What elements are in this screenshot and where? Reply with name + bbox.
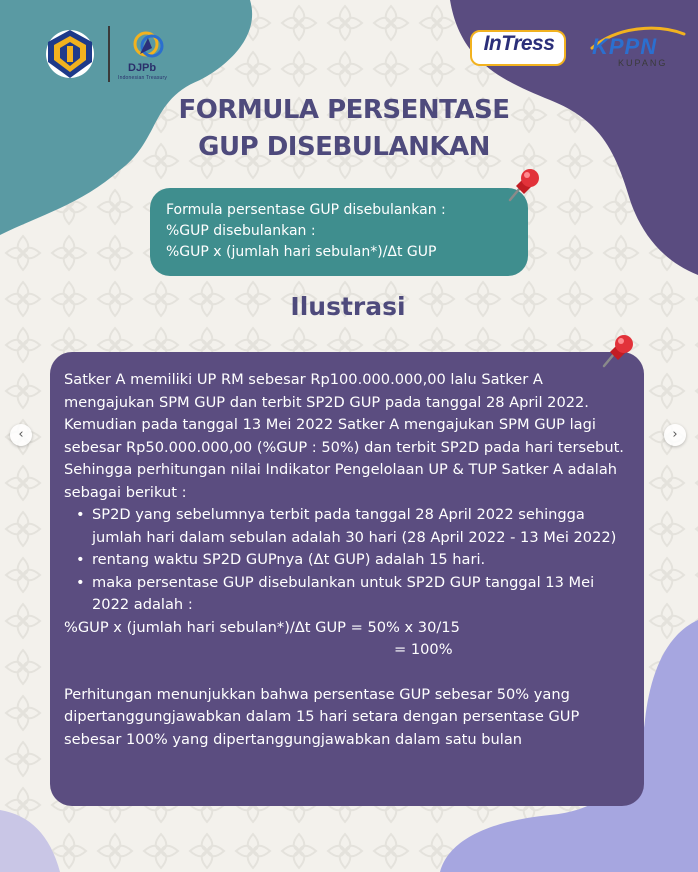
calculation-line: %GUP x (jumlah hari sebulan*)/Δt GUP = 50% x 30/15 bbox=[64, 618, 460, 636]
pushpin-icon bbox=[500, 164, 544, 208]
illustration-heading: Ilustrasi bbox=[290, 292, 406, 321]
page-title-line-2: GUP DISEBULANKAN bbox=[198, 132, 490, 162]
illustration-intro: Satker A memiliki UP RM sebesar Rp100.000.000,00 lalu Satker A mengajukan SPM GUP dan terbit SP2D GUP pada tanggal 28 April 2022. Kemudian pada tanggal 13 Mei 2022 Satker A mengajukan SPM GUP lagi sebesar Rp50.000.000,00 (%GUP : 50%) dan terbit SP2D pada hari tersebut. Sehingga perhitungan nilai Indikator Pengelolaan UP & TUP Satker A adalah sebagai berikut : bbox=[64, 371, 624, 501]
formula-line-1: Formula persentase GUP disebulankan : bbox=[166, 202, 446, 218]
kppn-name: KPPN bbox=[592, 34, 658, 59]
kppn-location: KUPANG bbox=[618, 58, 668, 68]
intress-name: InTress bbox=[483, 32, 555, 55]
page-title bbox=[100, 92, 588, 166]
illustration-conclusion: Perhitungan menunjukkan bahwa persentase GUP sebesar 50% yang dipertanggungjawabkan dalam 15 hari setara dengan persentase GUP sebesar 100% yang dipertanggungjawabkan dalam satu bulan bbox=[64, 685, 580, 748]
formula-box bbox=[150, 188, 528, 276]
chevron-left-icon[interactable]: ‹ bbox=[10, 424, 32, 446]
illustration-box bbox=[50, 352, 644, 806]
illustration-bullet-list bbox=[64, 504, 630, 617]
logo-divider bbox=[108, 26, 110, 82]
illustration-bullet-2: • rentang waktu SP2D GUPnya (Δt GUP) adalah 15 hari. bbox=[76, 549, 630, 572]
calculation-result: = 100% bbox=[394, 641, 453, 658]
formula-line-3: %GUP x (jumlah hari sebulan*)/Δt GUP bbox=[166, 244, 437, 260]
djpb-tagline: Indonesian Treasury bbox=[118, 75, 168, 81]
chevron-right-icon[interactable]: › bbox=[664, 424, 686, 446]
formula-line-2: %GUP disebulankan : bbox=[166, 223, 316, 239]
kemenkeu-logo bbox=[42, 26, 98, 82]
spacer bbox=[64, 662, 630, 684]
page-title-line-1: FORMULA PERSENTASE bbox=[178, 95, 510, 125]
pushpin-icon bbox=[594, 330, 638, 374]
djpb-name: DJPb bbox=[128, 62, 157, 74]
illustration-bullet-1: • SP2D yang sebelumnya terbit pada tanggal 28 April 2022 sehingga jumlah hari dalam sebulan adalah 30 hari (28 April 2022 - 13 Mei 2022) bbox=[76, 504, 630, 549]
illustration-bullet-3: • maka persentase GUP disebulankan untuk SP2D GUP tanggal 13 Mei 2022 adalah : bbox=[76, 572, 630, 617]
